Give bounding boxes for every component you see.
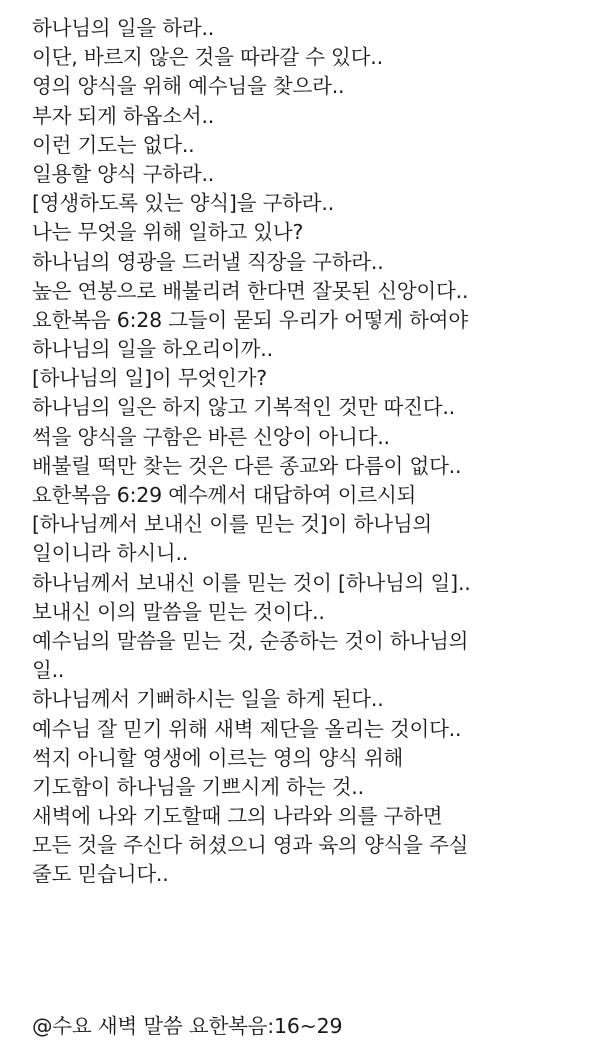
- text-line: 요한복음 6:29 예수께서 대답하여 이르시되: [32, 483, 417, 507]
- text-line: 부자 되게 하옵소서..: [32, 103, 215, 128]
- text-line: 하나님의 일을 하오리이까..: [32, 337, 273, 362]
- text-line: 모든 것을 주신다 허셨으니 영과 육의 양식을 주실: [32, 833, 469, 858]
- text-line: 썩지 아니할 영생에 이르는 영의 양식 위해: [32, 745, 404, 770]
- text-line: 예수님 잘 믿기 위해 새벽 제단을 올리는 것이다..: [32, 716, 462, 741]
- text-line: 높은 연봉으로 배불리려 한다면 잘못된 신앙이다..: [32, 278, 469, 303]
- text-line: 하나님의 영광을 드러낼 직장을 구하라..: [32, 249, 384, 274]
- text-line: 이런 기도는 없다..: [32, 132, 195, 157]
- text-line: 요한복음 6:28 그들이 묻되 우리가 어떻게 하여야: [32, 307, 468, 332]
- text-line: [영생하도록 있는 양식]을 구하라..: [32, 191, 335, 216]
- text-line: 보내신 이의 말씀을 믿는 것이다..: [32, 599, 325, 624]
- text-line: [하나님의 일]이 무엇인가?: [32, 366, 267, 391]
- text-line: 예수님의 말씀을 믿는 것, 순종하는 것이 하나님의: [32, 628, 469, 653]
- text-line: 줄도 믿습니다..: [32, 862, 169, 887]
- text-line: 일..: [32, 658, 65, 683]
- text-line: 일이니라 하시니..: [32, 541, 189, 566]
- text-line: 썩을 양식을 구함은 바른 신앙이 아니다..: [32, 424, 390, 449]
- text-line: [하나님께서 보내신 이를 믿는 것]이 하나님의: [32, 512, 433, 537]
- text-line: 배불릴 떡만 찾는 것은 다른 종교와 다름이 없다..: [32, 453, 462, 478]
- text-line: 나는 무엇을 위해 일하고 있나?: [32, 220, 304, 245]
- text-line: 하나님의 일을 하라..: [32, 16, 215, 40]
- text-line: 영의 양식을 위해 예수님을 찾으라..: [32, 74, 345, 99]
- text-line: 일용할 양식 구하라..: [32, 161, 215, 186]
- text-line: 기도함이 하나님을 기쁘시게 하는 것..: [32, 774, 364, 799]
- text-line: 새벽에 나와 기도할때 그의 나라와 의를 구하면: [32, 804, 443, 829]
- text-line: 하나님께서 보내신 이를 믿는 것이 [하나님의 일]..: [32, 570, 471, 595]
- sermon-signature: @수요 새벽 말씀 요한복음:16~29: [32, 1014, 343, 1038]
- text-line: 하나님께서 기뻐하시는 일을 하게 된다..: [32, 687, 384, 712]
- text-line: 이단, 바르지 않은 것을 따라갈 수 있다..: [32, 45, 383, 70]
- sermon-text-block: [32, 14, 584, 890]
- text-line: 하나님의 일은 하지 않고 기복적인 것만 따진다..: [32, 395, 455, 420]
